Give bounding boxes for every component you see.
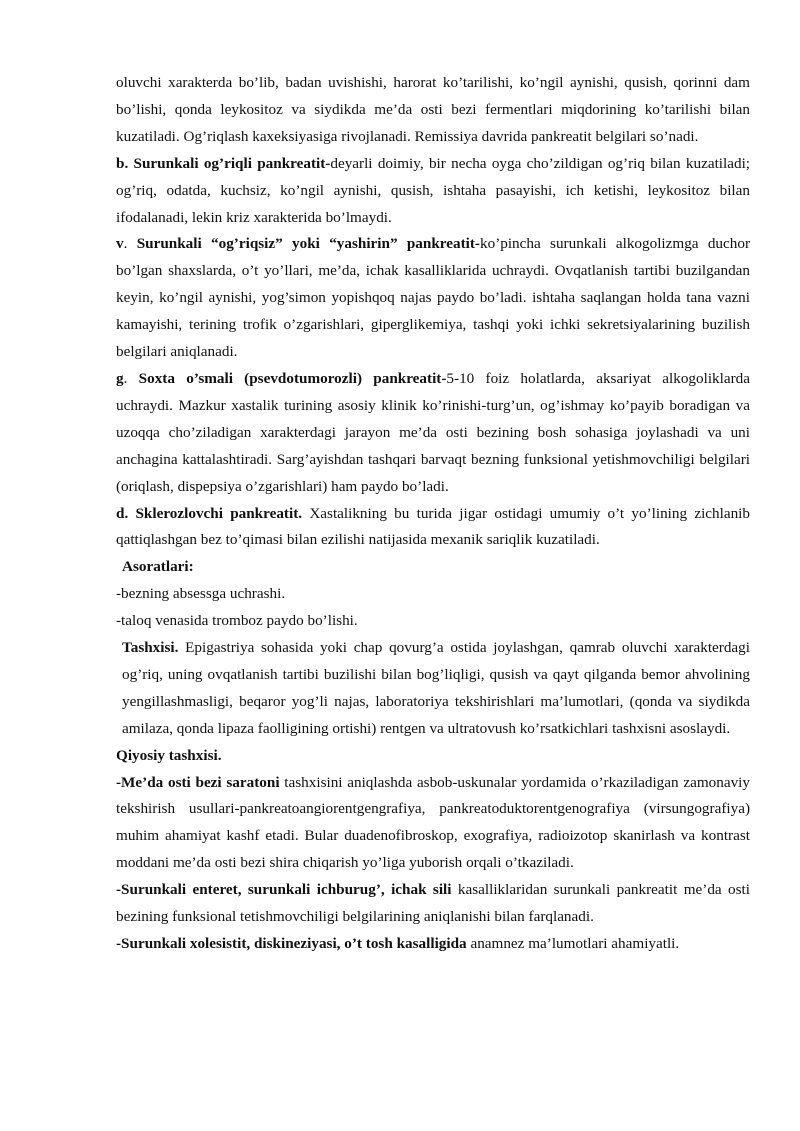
complication-abscess: -bezning absessga uchrashi. xyxy=(116,585,286,603)
differential-cholecystitis-heading: -Surunkali xolesistit, diskineziyasi, o’t tosh kasalligida xyxy=(116,935,467,952)
sclerosing-pancreatitis-paragraph xyxy=(116,501,750,555)
pseudotumor-pancreatitis-letter: g xyxy=(116,369,124,387)
painless-pancreatitis-separator: . xyxy=(123,235,137,253)
painless-pancreatitis-paragraph xyxy=(116,231,750,366)
complications-heading-line xyxy=(116,554,750,581)
differential-cancer-heading: -Me’da osti bezi saratoni xyxy=(116,773,280,791)
diagnosis-paragraph xyxy=(116,635,750,743)
painless-pancreatitis-letter: v xyxy=(116,235,124,253)
complications-heading: Asoratlari: xyxy=(122,558,194,576)
differential-diagnosis-heading: Qiyosiy tashxisi. xyxy=(116,746,222,764)
intro-text: oluvchi xarakterda bo’lib, badan uvishishi, harorat ko’tarilishi, ko’ngil aynishi, qusish, qorinni dam bo’lishi, qonda leykositoz va siydikda me’da osti bezi fermentlari miqdorining ko’tarilishi bilan kuzatiladi. Og’riqlash kaxeksiyasiga rivojlanadi. Remissiya davrida pankreatit belgilari so’nadi. xyxy=(116,74,750,145)
pseudotumor-pancreatitis-text: 5-10 foiz holatlarda, aksariyat alkogoliklarda uchraydi. Mazkur xastalik turining asosiy klinik ko’rinishi-turg’un, og’ishmay ko’payib boradigan va uzoqqa cho’ziladigan xarakterdagi jarayon me’da osti bezining bosh sohasiga joylashadi va uni anchagina kattalashtiradi. Sarg’ayishdan tashqari barvaqt bezning funksional yetishmovchiligi belgilari (oriqlash, dispepsiya o’zgarishlari) ham paydo bo’ladi. xyxy=(116,369,751,495)
painless-pancreatitis-text: ko’pincha surunkali alkogolizmga duchor bo’lgan shaxslarda, o’t yo’llari, me’da, ichak kasalliklarida uchraydi. Ovqatlanish tartibi buzilgandan keyin, ko’ngil aynishi, yog’simon yopishqoq najas paydo bo’ladi. ishtaha saqlangan holda tana vazni kamayishi, terining trofik o’zgarishlari, giperglikemiya, tashqi yoki ichki sekretsiyalarining buzilish belgilari aniqlanadi. xyxy=(116,235,751,361)
differential-cholecystitis-text: anamnez ma’lumotlari ahamiyatli. xyxy=(466,935,680,952)
complication-thrombosis: -taloq venasida tromboz paydo bo’lishi. xyxy=(116,612,358,630)
painful-pancreatitis-text: deyarli doimiy, bir necha oyga cho’zildigan og’riq bilan kuzatiladi; og’riq, odatda, kuchsiz, ko’ngil aynishi, qusish, ishtaha pasayishi, ich ketishi, leykositoz bilan ifodalanadi, lekin kriz xarakterida bo’lmaydi. xyxy=(116,154,751,226)
differential-enteritis-text: kasalliklaridan surunkali pankreatit me’da osti bezining funksional tetishmovchiligi belgilarining aniqlanishi bilan farqlanadi. xyxy=(116,881,750,926)
differential-cancer-paragraph xyxy=(116,770,750,878)
painful-pancreatitis-paragraph xyxy=(116,151,750,232)
pseudotumor-pancreatitis-heading: Soxta o’smali (psevdotumorozli) pankreatit- xyxy=(138,369,447,387)
pseudotumor-pancreatitis-separator: . xyxy=(123,369,139,387)
diagnosis-heading: Tashxisi. xyxy=(122,639,179,657)
document-page xyxy=(116,70,750,958)
complication-item xyxy=(116,608,750,635)
intro-paragraph xyxy=(116,70,750,151)
painful-pancreatitis-heading: b. Surunkali og’riqli pankreatit- xyxy=(116,154,331,172)
differential-cancer-text: tashxisini aniqlashda asbob-uskunalar yordamida o’rkaziladigan zamonaviy tekshirish usullari-pankreatoangiorentgengrafiya, pankreatoduktorentgenografiya (virsungografiya) muhim ahamiyat kashf etadi. Bular duadenofibroskop, exografiya, radioizotop skanirlash va kontrast moddani me’da osti bezi shira chiqarish yo’liga yuborish orqali o’tkaziladi. xyxy=(116,773,750,872)
differential-heading-line xyxy=(116,743,750,770)
complication-item xyxy=(116,581,750,608)
sclerosing-pancreatitis-heading: d. Sklerozlovchi pankreatit. xyxy=(116,504,303,522)
sclerosing-pancreatitis-text: Xastalikning bu turida jigar ostidagi umumiy o’t yo’lining zichlanib qattiqlashgan bez to’qimasi bilan ezilishi natijasida mexanik sariqlik kuzatiladi. xyxy=(116,504,750,549)
diagnosis-text: Epigastriya sohasida yoki chap qovurg’a ostida joylashgan, qamrab oluvchi xarakterdagi og’riq, uning ovqatlanish tartibi buzilishi bilan bog’liqligi, qusish va qayt qilganda bemor ahvolining yengillashmasligi, beqaror yog’li najas, laboratoriya tekshirishlari ma’lumotlari, (qonda va siydikda amilaza, qonda lipaza faolligining ortishi) rentgen va ultratovush ko’rsatkichlari tashxisni asoslaydi. xyxy=(122,639,750,737)
pseudotumor-pancreatitis-paragraph xyxy=(116,366,750,501)
differential-enteritis-heading: -Surunkali enteret, surunkali ichburug’, ichak sili xyxy=(116,881,452,899)
differential-cholecystitis-paragraph xyxy=(116,931,750,958)
differential-enteritis-paragraph xyxy=(116,877,750,931)
painless-pancreatitis-heading: Surunkali “og’riqsiz” yoki “yashirin” pankreatit- xyxy=(136,235,480,253)
